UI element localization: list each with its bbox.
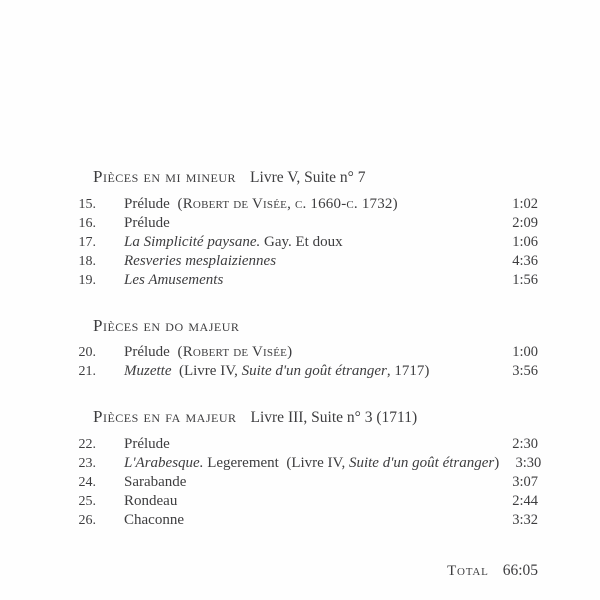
track-row bbox=[60, 492, 538, 511]
track-number: 24. bbox=[78, 475, 96, 490]
track-row bbox=[60, 473, 538, 492]
section-title: Pièces en mi mineur bbox=[93, 167, 237, 186]
section-title: Pièces en fa majeur bbox=[93, 407, 237, 426]
track-title bbox=[96, 454, 499, 472]
track-title-segment: Les Amusements bbox=[124, 272, 224, 288]
track-time: 1:02 bbox=[512, 196, 538, 212]
section bbox=[60, 166, 538, 290]
track-row bbox=[60, 233, 538, 252]
total-row bbox=[60, 562, 538, 580]
track-title-segment: Prélude bbox=[124, 215, 170, 231]
track-title-segment: Suite d'un goût étranger bbox=[348, 455, 495, 471]
track-title bbox=[96, 343, 496, 361]
section-heading bbox=[60, 166, 538, 189]
track-title bbox=[96, 233, 496, 251]
track-title bbox=[96, 473, 496, 491]
track-title bbox=[96, 214, 496, 232]
section-title: Pièces en do majeur bbox=[93, 316, 240, 335]
track-number: 26. bbox=[78, 513, 96, 528]
track-time: 1:00 bbox=[512, 344, 538, 360]
track-title bbox=[96, 511, 496, 529]
track-row bbox=[60, 214, 538, 233]
track-number: 18. bbox=[78, 254, 96, 269]
track-title bbox=[96, 252, 496, 270]
track-title-segment: La Simplicité paysane. bbox=[124, 234, 261, 250]
track-title-segment: Legerement bbox=[203, 455, 279, 471]
track-title-segment: Resveries mesplaiziennes bbox=[124, 253, 277, 269]
track-number: 23. bbox=[78, 456, 96, 471]
track-title-segment: Prélude bbox=[124, 436, 170, 452]
track-title bbox=[96, 195, 496, 213]
track-title-segment: L'Arabesque. bbox=[124, 455, 204, 471]
track-number: 25. bbox=[78, 494, 96, 509]
track-row bbox=[60, 271, 538, 290]
track-title-segment: Muzette bbox=[124, 363, 172, 379]
track-time: 1:06 bbox=[512, 234, 538, 250]
tracklist-sections bbox=[60, 166, 542, 530]
track-row bbox=[60, 435, 538, 454]
track-number: 21. bbox=[78, 364, 96, 379]
track-title-segment: Sarabande bbox=[124, 474, 187, 490]
track-title-segment: (Robert de Visée) bbox=[169, 344, 293, 360]
section-heading bbox=[60, 315, 538, 337]
section-subtitle: Livre V, Suite n° 7 bbox=[250, 169, 366, 186]
track-number: 19. bbox=[78, 273, 96, 288]
track-row bbox=[60, 511, 538, 530]
track-title-segment: , 1717) bbox=[386, 363, 430, 379]
section bbox=[60, 406, 542, 530]
track-title-segment: Suite d'un goût étranger bbox=[241, 363, 387, 379]
track-title-segment: (Livre IV, bbox=[278, 455, 349, 471]
tracklist bbox=[60, 166, 542, 580]
track-title-segment: (Robert de Visée, c. 1660-c. 1732) bbox=[169, 196, 398, 212]
track-title-segment: Prélude bbox=[124, 344, 170, 360]
track-row bbox=[60, 454, 542, 473]
track-time: 4:36 bbox=[512, 253, 538, 269]
track-time: 3:30 bbox=[515, 455, 542, 471]
section-heading bbox=[60, 406, 538, 429]
track-title-segment: (Livre IV, bbox=[171, 363, 242, 379]
track-time: 2:44 bbox=[512, 493, 538, 509]
track-title-segment: Gay. Et doux bbox=[260, 234, 343, 250]
track-time: 3:32 bbox=[512, 512, 538, 528]
track-title bbox=[96, 492, 496, 510]
track-title bbox=[96, 271, 496, 289]
track-title bbox=[96, 435, 496, 453]
track-time: 2:09 bbox=[512, 215, 538, 231]
track-title-segment: Prélude bbox=[124, 196, 170, 212]
track-time: 1:56 bbox=[512, 272, 538, 288]
track-row bbox=[60, 252, 538, 271]
track-row bbox=[60, 195, 538, 214]
track-number: 15. bbox=[78, 197, 96, 212]
track-title-segment: Rondeau bbox=[124, 493, 178, 509]
track-number: 16. bbox=[78, 216, 96, 231]
total-label: Total bbox=[447, 563, 489, 579]
track-row bbox=[60, 343, 538, 362]
section bbox=[60, 315, 538, 381]
track-title-segment: Chaconne bbox=[124, 512, 184, 528]
track-number: 20. bbox=[78, 345, 96, 360]
track-title-segment: ) bbox=[494, 455, 500, 471]
track-time: 2:30 bbox=[512, 436, 538, 452]
track-number: 22. bbox=[78, 437, 96, 452]
track-title bbox=[96, 362, 496, 380]
total-time: 66:05 bbox=[502, 562, 538, 579]
track-time: 3:56 bbox=[512, 363, 538, 379]
section-subtitle: Livre III, Suite n° 3 (1711) bbox=[250, 409, 418, 426]
track-row bbox=[60, 362, 538, 381]
track-number: 17. bbox=[78, 235, 96, 250]
track-time: 3:07 bbox=[512, 474, 538, 490]
